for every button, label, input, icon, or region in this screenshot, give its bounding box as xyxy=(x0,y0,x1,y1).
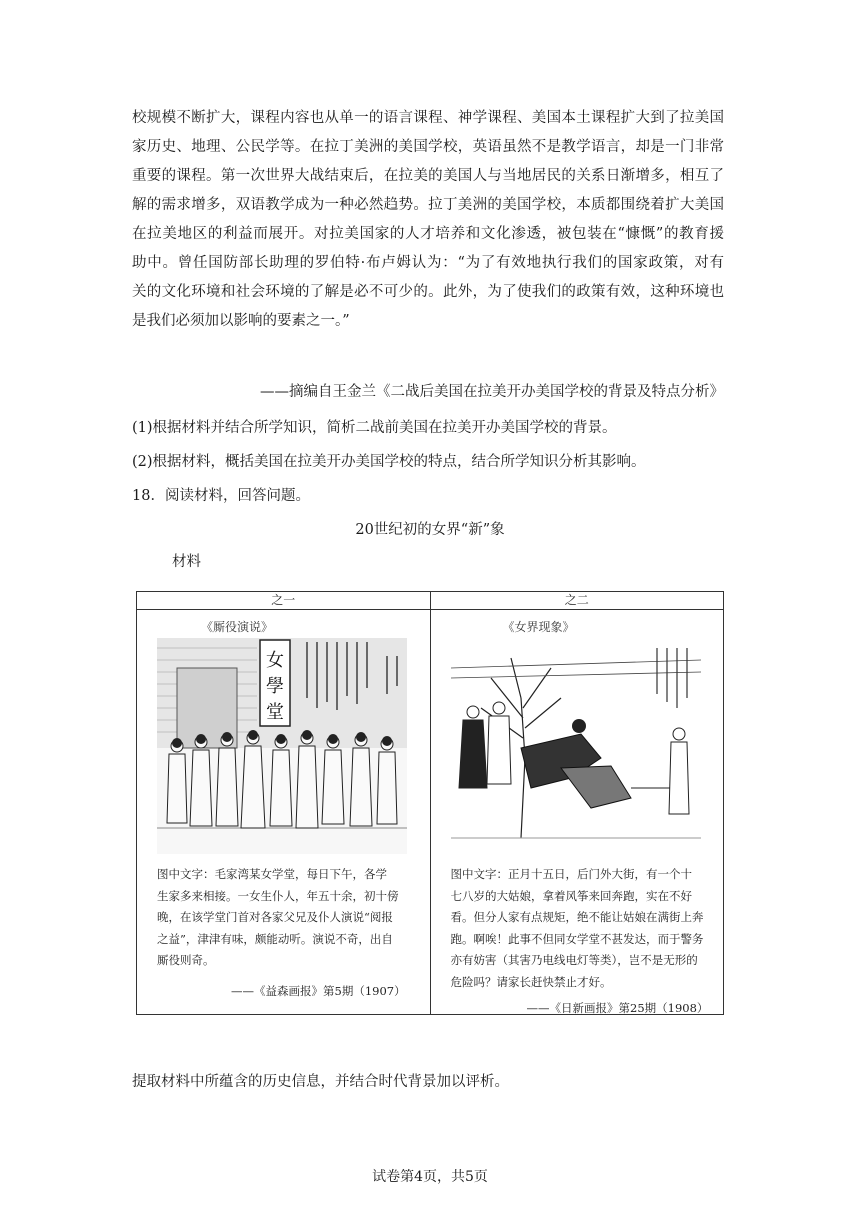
panel-header-left: 之一 xyxy=(137,592,431,610)
citation-right: ——《日新画报》第25期（1908） xyxy=(526,1001,709,1015)
panel-title-right: 《女界现象》 xyxy=(502,620,575,634)
panel-right xyxy=(431,610,724,1014)
paragraph-line: 助中。曾任国防部长助理的罗伯特·布卢姆认为：“为了有效地执行我们的国家政策，对有 xyxy=(132,255,724,271)
caption-right xyxy=(450,864,704,993)
question-17-2: (2)根据材料，概括美国在拉美开办美国学校的特点，结合所学知识分析其影响。 xyxy=(132,454,646,470)
sign-char: 堂 xyxy=(266,702,284,723)
citation-left: ——《益森画报》第5期（1907） xyxy=(231,984,406,998)
paragraph-line: 重要的课程。第一次世界大战结束后，在拉美的美国人与当地居民的关系日渐增多，相互了 xyxy=(132,168,724,184)
caption-left xyxy=(157,864,407,972)
panel-header-right: 之二 xyxy=(430,592,724,610)
caption-line: 生家多来相接。一女生仆人，年五十余，初十傍 xyxy=(157,888,399,903)
caption-line: 图中文字：毛家湾某女学堂，每日下午，各学 xyxy=(157,867,387,881)
illustration-kite-girl xyxy=(451,638,701,854)
source-citation: ——摘编自王金兰《二战后美国在拉美开办美国学校的背景及特点分析》 xyxy=(260,384,724,400)
question-17-1: (1)根据材料并结合所学知识，简析二战前美国在拉美开办美国学校的背景。 xyxy=(132,420,617,436)
page-footer: 试卷第4页，共5页 xyxy=(372,1169,488,1185)
intro-paragraph xyxy=(132,104,724,336)
question-18: 18．阅读材料，回答问题。 xyxy=(132,488,310,504)
caption-line: 厮役则奇。 xyxy=(157,953,215,967)
material-title: 20世纪初的女界“新”象 xyxy=(355,522,505,538)
paragraph-line: 在拉美地区的利益而展开。对拉美国家的人才培养和文化渗透，被包装在“慷慨”的教育援 xyxy=(132,226,724,242)
paragraph-line: 是我们必须加以影响的要素之一。” xyxy=(132,313,350,329)
paragraph-line: 解的需求增多，双语教学成为一种必然趋势。拉丁美洲的美国学校，本质都围绕着扩大美国 xyxy=(132,197,724,213)
final-prompt: 提取材料中所蕴含的历史信息，并结合时代背景加以评析。 xyxy=(132,1074,509,1090)
paragraph-line: 关的文化环境和社会环境的了解是必不可少的。此外，为了使我们的政策有效，这种环境也 xyxy=(132,284,724,300)
material-table xyxy=(136,591,724,1015)
panel-left xyxy=(137,610,430,1014)
caption-line: 危险吗？请家长赶快禁止才好。 xyxy=(450,974,612,989)
caption-line: 之益”，津津有味，颇能动听。演说不奇，出自 xyxy=(157,931,393,946)
caption-line: 亦有妨害（其害乃电线电灯等类），岂不是无形的 xyxy=(450,953,698,967)
caption-line: 晚，在该学堂门首对各家父兄及仆人演说“阅报 xyxy=(157,910,393,924)
caption-line: 跑。啊唉！此事不但同女学堂不甚发达，而于警务 xyxy=(450,931,704,946)
paragraph-line: 家历史、地理、公民学等。在拉丁美洲的美国学校，英语虽然不是教学语言，却是一门非常 xyxy=(132,139,724,155)
sign-char: 女 xyxy=(266,650,284,671)
sign-char: 學 xyxy=(266,676,284,697)
material-label: 材料 xyxy=(172,554,201,570)
caption-line: 图中文字：正月十五日，后门外大街，有一个十 xyxy=(450,867,692,881)
caption-line: 看。但分人家有点规矩，绝不能让姑娘在满街上奔 xyxy=(450,910,704,924)
panel-title-left: 《厮役演说》 xyxy=(201,620,274,634)
illustration-lecture xyxy=(157,638,407,854)
caption-line: 七八岁的大姑娘，拿着风筝来回奔跑，实在不好 xyxy=(450,888,692,903)
paragraph-line: 校规模不断扩大，课程内容也从单一的语言课程、神学课程、美国本土课程扩大到了拉美国 xyxy=(132,110,724,126)
